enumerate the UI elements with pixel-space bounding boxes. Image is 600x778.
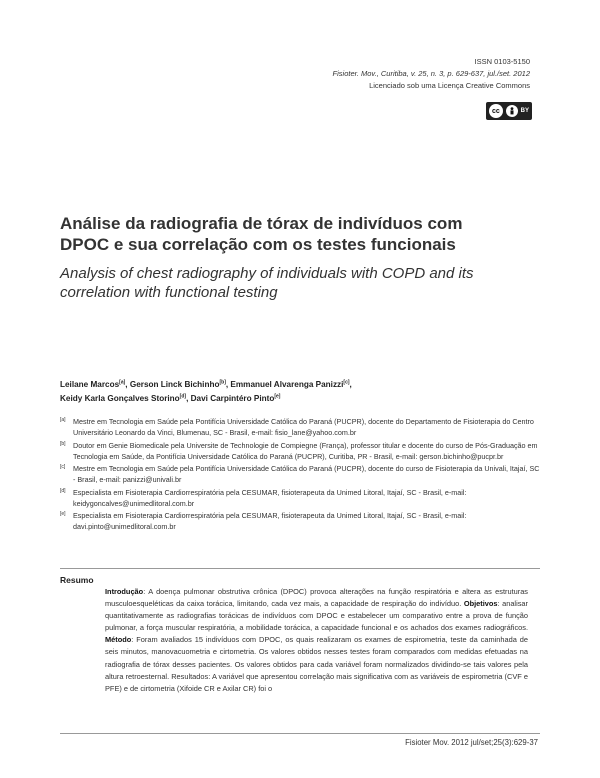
affiliation: [d] Especialista em Fisioterapia Cardiorrespiratória pela CESUMAR, fisioterapeuta da Unimed Litoral, Itajaí, SC - Brasil, e-mail: keidygoncalves@unimedlitoral.com.br (60, 487, 467, 508)
citation: Fisioter. Mov., Curitiba, v. 25, n. 3, p. 629-637, jul./set. 2012 (332, 69, 530, 78)
resumo-heading: Resumo (60, 575, 94, 585)
license-text: Licenciado sob uma Licença Creative Commons (369, 81, 530, 90)
author: Leilane Marcos[a], (60, 379, 130, 389)
section-divider (60, 568, 540, 569)
creative-commons-icon[interactable] (486, 102, 532, 120)
cc-icon: cc (489, 104, 503, 118)
author: Emmanuel Alvarenga Panizzi[c], (230, 379, 352, 389)
affiliation: [a] Mestre em Tecnologia em Saúde pela Pontifícia Universidade Católica do Paraná (PUCPR), docente do Departamento de Fisioterapia do Centro Universitário Leonardo da Vinci, Blumenau, SC - Brasil, e-mail: fisio_lane@yahoo.com.br (60, 417, 534, 437)
footer-divider (60, 733, 540, 734)
title-english: Analysis of chest radiography of individuals with COPD and its correlation with functional testing (60, 265, 474, 301)
by-label: BY (520, 108, 529, 114)
abstract-text: Introdução: A doença pulmonar obstrutiva crônica (DPOC) provoca alterações na função respiratória e altera as estruturas musculoesqueléticas da caixa torácica, limitando, cada vez mais, a capacidade de respiração do indivíduo. Objetivos: analisar quantitativamente as radiografias torácicas de indivíduos com DPOC e estabelecer um comparativo entre a prova de função pulmonar, a força muscular respiratória, a mobilidade torácica, a capacidade funcional e os achados dos exames radiográficos. Método: Foram avaliados 15 indivíduos com DPOC, os quais realizaram os exames de espirometria, teste da caminhada de seis minutos, manovacuometria e cirtometria. Os valores obtidos nesses testes foram comparados com medidas efetuadas na radiografia de tórax desses pacientes. Os valores obtidos para cada variável foram normalizados dividindo-se tais valores pela altura retroesternal. Resultados: A variável que apresentou correlação mais significativa com as variáveis de espirometria (CVF e PFE) e de cirtometria (Xifoide CR e Axilar CR) foi o (105, 587, 528, 693)
authors (60, 376, 540, 405)
title-portuguese: Análise da radiografia de tórax de indivíduos com DPOC e sua correlação com os testes funcionais (60, 214, 463, 254)
author: Gerson Linck Bichinho[b], (129, 379, 231, 389)
affiliation: [e] Especialista em Fisioterapia Cardiorrespiratória pela CESUMAR, fisioterapeuta da Unimed Litoral, Itajaí, SC - Brasil, e-mail: davi.pinto@unimedlitoral.com.br (60, 511, 467, 531)
footer-citation: Fisioter Mov. 2012 jul/set;25(3):629-37 (405, 738, 538, 747)
author: Davi Carpintéro Pinto[e] (190, 393, 281, 404)
issn: ISSN 0103-5150 (474, 57, 530, 66)
affiliation: [c] Mestre em Tecnologia em Saúde pela Pontifícia Universidade Católica do Paraná (PUCPR), docente do curso de Fisioterapia da Univali, Itajaí, SC - Brasil, e-mail: panizzi@univali.br (60, 464, 540, 484)
author: Keidy Karla Gonçalves Storino[d], (60, 393, 191, 404)
affiliations (60, 416, 540, 534)
person-icon (506, 105, 518, 117)
header-meta (333, 56, 530, 92)
affiliation: [b] Doutor em Genie Biomedicale pela Universite de Technologie de Compiegne (França), professor titular e docente do curso de Pós-Graduação em Tecnologia em Saúde, da Pontifícia Universidade Católica do Paraná (PUCPR), Curitiba, PR - Brasil, e-mail: gerson.bichinho@pucpr.br (60, 440, 538, 461)
